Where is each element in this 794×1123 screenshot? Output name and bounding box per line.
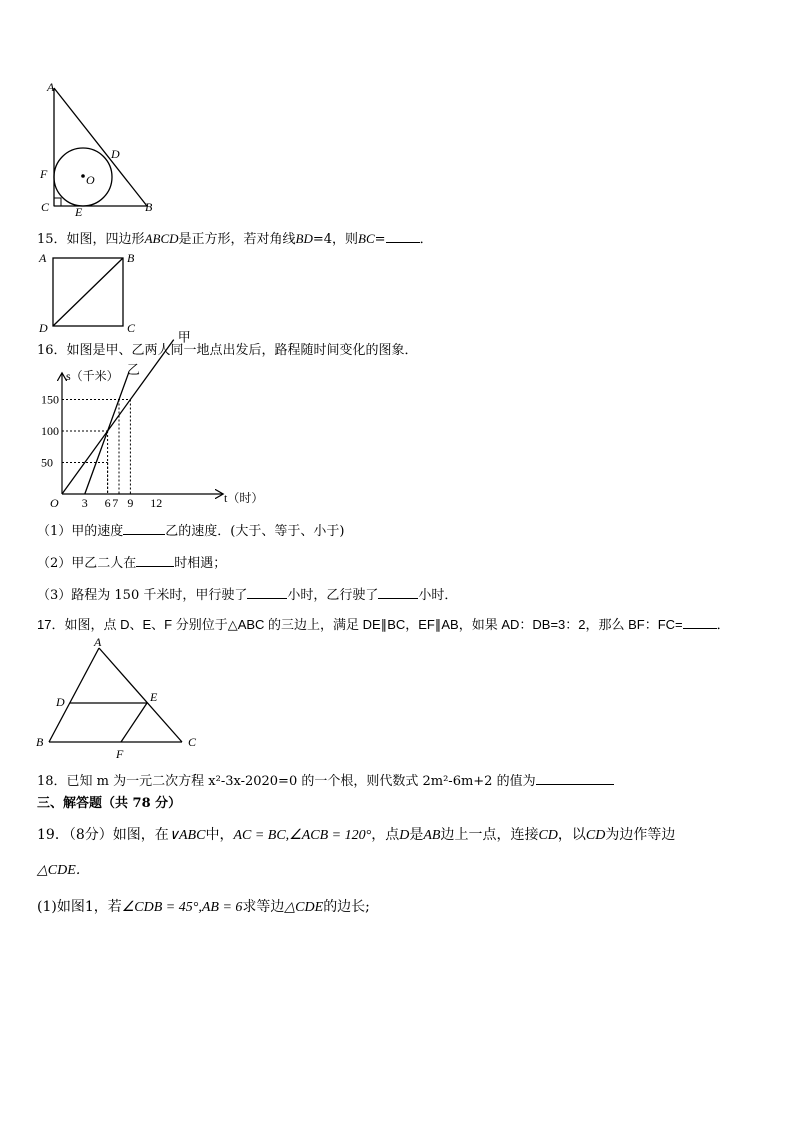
q19-line2: △CDE． [37,863,90,878]
label-a: A [47,80,55,94]
x-tick-label: 3 [81,496,88,510]
y-tick-label: 150 [41,392,59,407]
right-angle-mark [54,198,61,206]
q16-sub3-c: 小时． [418,588,458,603]
x-axis-label: t（时） [224,491,264,505]
q15-side: BC [358,231,375,246]
q19-sub1-a: (1)如图1，若 [37,899,122,915]
q15-text: 如图，四边形 [66,232,145,247]
q19-triangle: ∨ABC [168,828,206,843]
tri-label-d: D [56,695,65,709]
figure-triangle-parallel [34,634,214,762]
sq-label-c: C [127,321,136,335]
label-d: D [111,147,120,161]
x-tick-label: 6 [104,496,111,510]
q16-sub3-blank2[interactable] [378,584,418,599]
q19-text-f: ，以 [557,827,586,843]
q16-sub1-a: （1）甲的速度 [37,524,124,539]
q16-sub3 [37,584,457,605]
x-tick-label: 9 [127,496,134,510]
q15-text2: 是正方形，若对角线 [178,232,296,247]
q18-number: 18． [37,774,67,789]
q16-text: 如图是甲、乙两人同一地点出发后，路程随时间变化的图象． [66,343,418,358]
tri-label-a: A [94,635,102,649]
label-b: B [145,200,153,214]
tri-label-e: E [150,690,158,704]
question-17 [37,614,730,634]
q19-condition: AC = BC,∠ACB = 120° [233,828,372,843]
q17-end: ． [716,617,730,632]
q16-number: 16． [37,343,67,358]
q19-sub1-c: 的边长; [323,899,370,915]
figure-square [35,250,145,336]
x-tick-label: 7 [112,496,119,510]
q15-number: 15． [37,232,67,247]
side-ac [99,648,182,742]
q17-text: 如图，点 D、E、F 分别位于△ABC 的三边上，满足 DE∥BC，EF∥AB，如果 AD：DB=3：2，那么 BF：FC= [64,617,683,632]
q19-text-g: 为边作等边 [605,827,676,843]
series-line-jia [62,340,174,494]
origin-label: O [50,496,59,510]
question-16 [37,342,418,360]
y-tick-label: 100 [41,424,59,438]
label-f: F [40,167,48,181]
q15-quad-name: ABCD [144,231,179,246]
q17-answer-blank[interactable] [683,614,717,629]
label-e: E [75,205,83,219]
q19-sub1 [37,898,370,917]
q16-sub3-blank1[interactable] [247,584,287,599]
sq-label-a: A [39,251,47,265]
figure-incircle-triangle [35,78,165,218]
q19-point-d: D [399,828,410,843]
q19-sub1-cond: ∠CDB = 45°,AB = 6 [121,900,243,915]
y-tick-label: 50 [41,455,53,470]
side-ab [54,88,147,206]
sq-label-b: B [127,251,135,265]
q16-sub1-b: 乙的速度．(大于、等于、小于) [165,524,345,539]
series-line-yi [85,372,129,494]
q19-text-c: ，点 [371,827,400,843]
q19-segment-ab: AB [423,828,441,843]
q16-sub1 [37,520,344,541]
q19-sub1-tri: △CDE [284,900,324,915]
q16-sub2 [37,552,226,573]
q19-segment-cd2: CD [585,828,606,843]
segment-ef [121,703,147,742]
series-label-jia: 甲 [177,329,191,345]
y-axis-label: s（千米） [66,369,119,383]
question-15 [37,228,433,249]
series-label-yi: 乙 [126,362,140,378]
tri-label-b: B [36,735,44,749]
q16-sub2-a: （2）甲乙二人在 [37,556,137,571]
q16-sub3-a: （3）路程为 150 千米时，甲行驶了 [37,588,248,603]
q16-sub1-blank[interactable] [123,520,165,535]
question-19 [37,826,675,845]
q18-answer-blank[interactable] [536,770,614,785]
q18-text: 已知 m 为一元二次方程 x²-3x-2020=0 的一个根，则代数式 2m²-6m+2 的值为 [66,774,536,789]
diagonal-bd [53,258,123,326]
question-18 [37,770,614,791]
q19-segment-cd1: CD [538,828,558,843]
q15-diag: BD [295,231,313,246]
tri-label-c: C [188,735,197,749]
q19-sub1-b: 求等边 [242,899,285,915]
center-point [81,174,85,178]
x-tick-label: 12 [150,496,163,510]
label-c: C [41,200,50,214]
q15-answer-blank[interactable] [386,228,420,243]
q19-text-b: 中， [205,827,234,843]
q17-number: 17． [37,617,65,632]
q16-sub2-b: 时相遇； [174,556,227,571]
q19-text-e: 边上一点，连接 [440,827,539,843]
q19-number: 19． [37,827,69,843]
tri-label-f: F [116,747,124,761]
label-o: O [86,173,95,187]
q15-end: ． [419,232,433,247]
q16-sub2-blank[interactable] [136,552,174,567]
sq-label-d: D [39,321,48,335]
q15-text3: =4，则 [312,232,359,247]
q19-text-d: 是 [409,827,424,843]
q16-sub3-b: 小时，乙行驶了 [287,588,379,603]
section-3-title: 三、解答题（共 78 分） [37,796,182,811]
q19-text-a: （8分）如图，在 [68,827,169,843]
q15-text4: = [374,232,386,247]
